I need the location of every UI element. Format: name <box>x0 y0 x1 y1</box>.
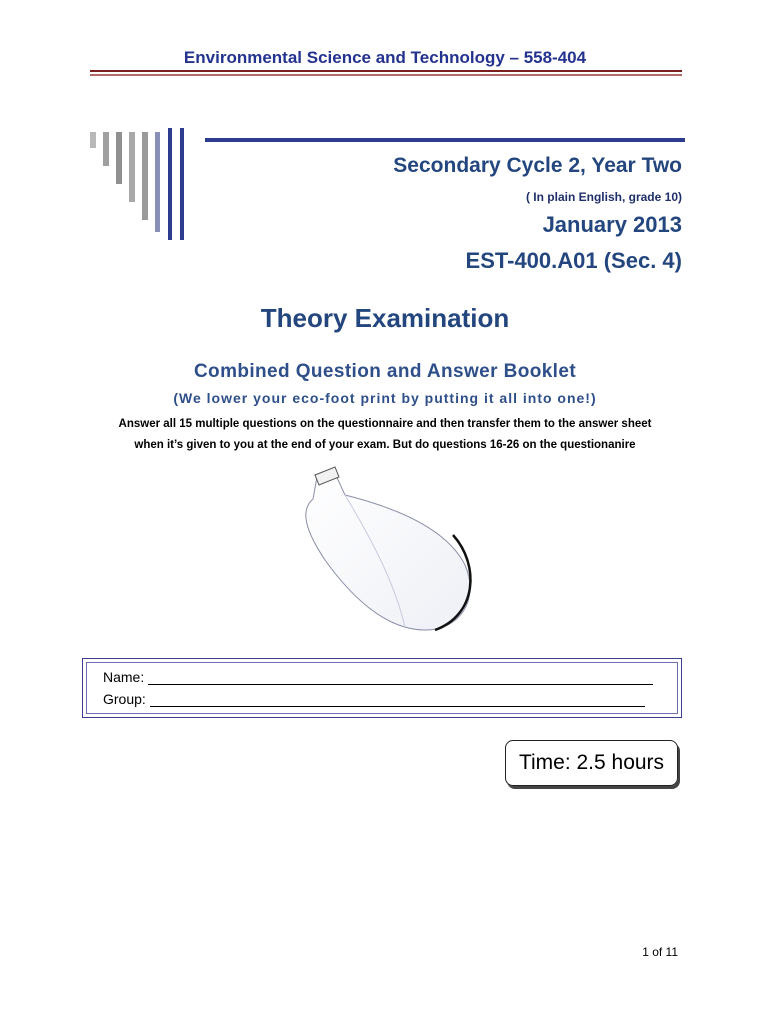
instructions-line-1: Answer all 15 multiple questions on the questionnaire and then transfer them to the answer sheet <box>118 418 652 430</box>
group-row <box>103 691 645 707</box>
header-divider <box>90 70 682 76</box>
name-row <box>103 669 653 685</box>
name-label: Name: <box>103 669 145 685</box>
bar-8 <box>180 128 184 240</box>
instructions <box>60 414 710 456</box>
bar-5 <box>142 132 148 220</box>
flask-body <box>306 469 470 630</box>
group-label: Group: <box>103 691 146 707</box>
title-divider <box>205 138 685 142</box>
instructions-line-2: when it’s given to you at the end of your exam. But do questions 16-26 on the questionanire <box>134 439 636 451</box>
name-field[interactable] <box>148 670 653 685</box>
bar-6 <box>155 132 160 232</box>
exam-title: Theory Examination <box>260 303 510 333</box>
flask-illustration <box>255 465 485 645</box>
bar-4 <box>129 132 135 202</box>
bar-1 <box>90 132 96 148</box>
exam-date: January 2013 <box>542 212 682 237</box>
booklet-title: Combined Question and Answer Booklet <box>193 361 577 382</box>
bar-3 <box>116 132 122 184</box>
header-title: Environmental Science and Technology – 558-404 <box>183 48 587 67</box>
plain-english-note: ( In plain English, grade 10) <box>525 190 682 204</box>
page-number: 1 of 11 <box>642 945 678 959</box>
bar-7 <box>168 128 172 240</box>
bar-2 <box>103 132 109 166</box>
eco-note: (We lower your eco-foot print by putting it all into one!) <box>173 390 597 406</box>
group-field[interactable] <box>150 692 645 707</box>
student-info-box-inner <box>86 662 678 714</box>
course-code: EST-400.A01 (Sec. 4) <box>465 248 682 273</box>
time-box: Time: 2.5 hours <box>505 740 678 786</box>
decorative-bars-graphic <box>88 128 192 244</box>
student-info-box <box>82 658 682 718</box>
subtitle: Secondary Cycle 2, Year Two <box>393 154 682 177</box>
